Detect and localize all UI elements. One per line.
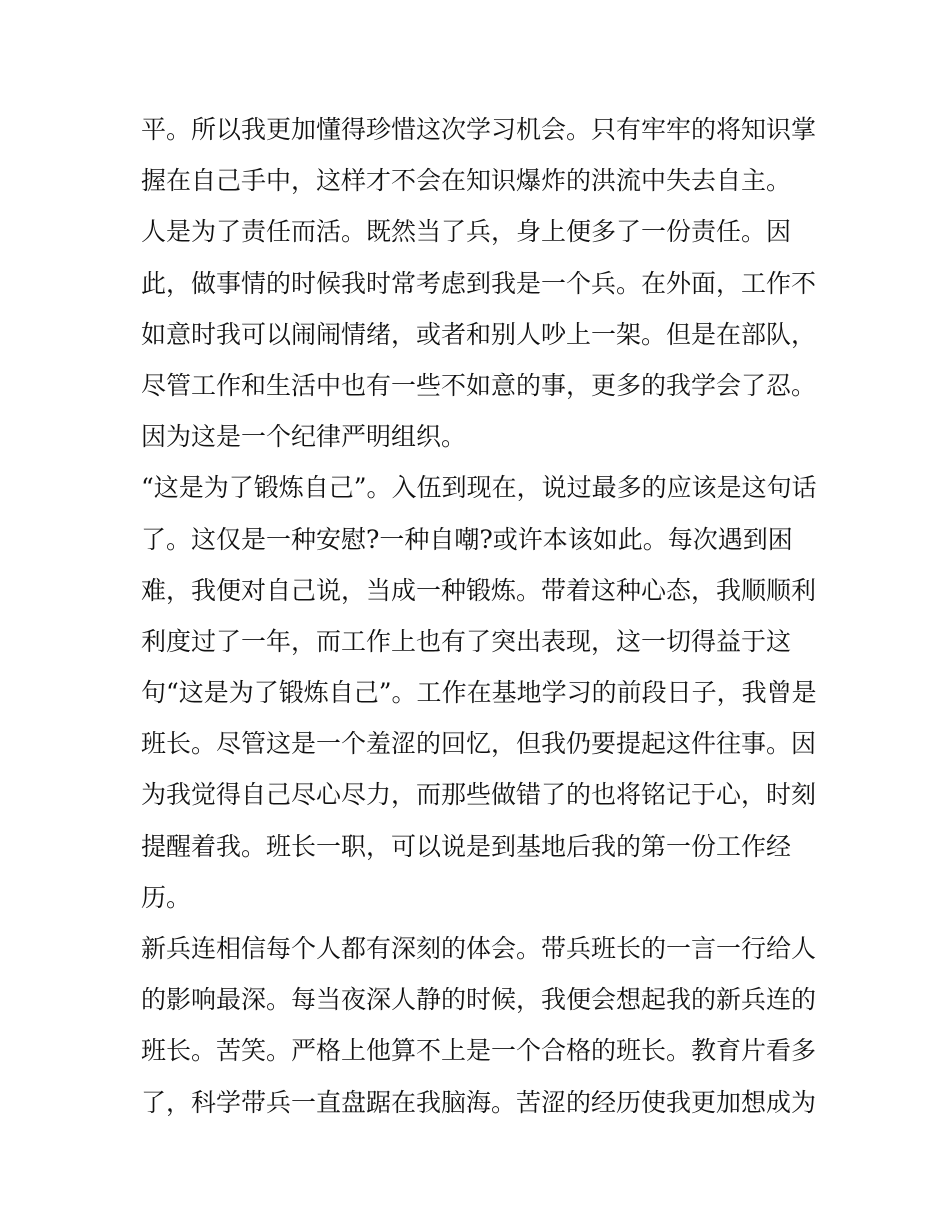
text-line: 利度过了一年，而工作上也有了突出表现，这一切得益于这 bbox=[141, 626, 792, 656]
text-line: 人是为了责任而活。既然当了兵，身上便多了一份责任。因 bbox=[141, 217, 792, 247]
text-line: 历。 bbox=[141, 882, 192, 912]
text-line: 的影响最深。每当夜深人静的时候，我便会想起我的新兵连的 bbox=[141, 985, 817, 1015]
text-line: 了。这仅是一种安慰?一种自嘲?或许本该如此。每次遇到困 bbox=[141, 524, 793, 554]
text-line: 新兵连相信每个人都有深刻的体会。带兵班长的一言一行给人 bbox=[141, 934, 817, 963]
text-line: 班长。尽管这是一个羞涩的回忆，但我仍要提起这件往事。因 bbox=[141, 729, 817, 759]
text-line: 难，我便对自己说，当成一种锻炼。带着这种心态，我顺顺利 bbox=[141, 575, 817, 605]
text-line: 了，科学带兵一直盘踞在我脑海。苦涩的经历使我更加想成为 bbox=[141, 1087, 817, 1117]
text-line: 因为这是一个纪律严明组织。 bbox=[141, 422, 467, 452]
body-text bbox=[141, 104, 821, 1128]
text-line: 提醒着我。班长一职，可以说是到基地后我的第一份工作经 bbox=[141, 831, 792, 861]
text-line: 此，做事情的时候我时常考虑到我是一个兵。在外面，工作不 bbox=[141, 268, 817, 298]
text-line: 为我觉得自己尽心尽力，而那些做错了的也将铭记于心，时刻 bbox=[141, 780, 817, 810]
text-line: 平。所以我更加懂得珍惜这次学习机会。只有牢牢的将知识掌 bbox=[141, 115, 817, 144]
text-line: 句“这是为了锻炼自己”。工作在基地学习的前段日子，我曾是 bbox=[141, 678, 817, 708]
text-line: “这是为了锻炼自己”。入伍到现在，说过最多的应该是这句话 bbox=[141, 473, 817, 503]
text-line: 尽管工作和生活中也有一些不如意的事，更多的我学会了忍。 bbox=[141, 370, 817, 400]
text-line: 班长。苦笑。严格上他算不上是一个合格的班长。教育片看多 bbox=[141, 1036, 817, 1066]
text-line: 如意时我可以闹闹情绪，或者和别人吵上一架。但是在部队， bbox=[141, 319, 817, 349]
text-line: 握在自己手中，这样才不会在知识爆炸的洪流中失去自主。 bbox=[141, 166, 792, 196]
